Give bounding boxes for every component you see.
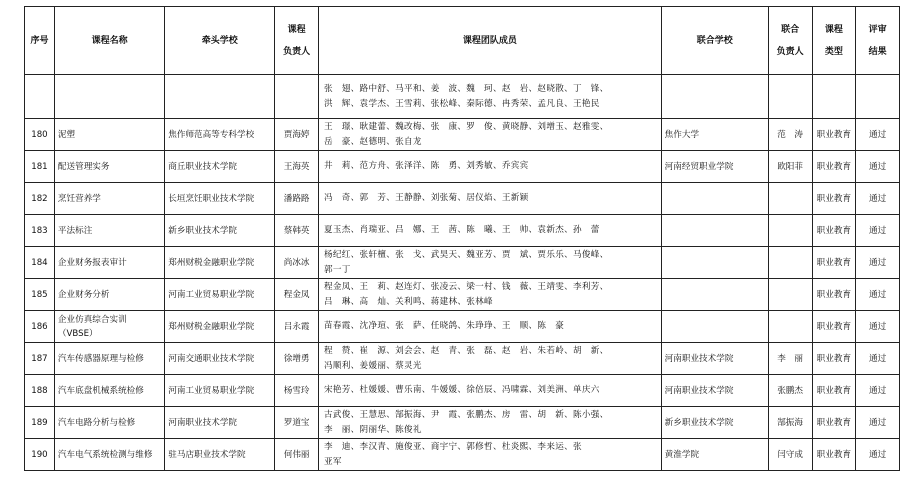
table-row [25,439,900,471]
row-course-type: 职业教育 [812,247,856,279]
row-leader: 蔡韩英 [275,215,319,247]
header-course-name: 课程名称 [54,7,164,75]
team-member-line: 冯 奇、郭 芳、王静静、刘张菊、居仪焰、王新颖 [323,193,529,203]
team-member-line: 苗春霞、沈净瑄、张 萨、任晓鸽、朱琤琤、王 顺、陈 豪 [323,321,565,331]
row-seq: 188 [25,375,55,407]
team-member-line: 夏玉杰、肖瑞亚、吕 娜、王 茜、陈 曦、王 帅、袁新杰、孙 蕾 [323,225,600,235]
header-team: 课程团队成员 [318,7,661,75]
row-leader: 杨雪玲 [275,375,319,407]
table-row [25,151,900,183]
table-row [25,183,900,215]
team-member-line: 李 迪、李汉青、施俊亚、商宇宁、郭修哲、杜炎熙、李来运、张 [323,441,582,452]
row-seq: 183 [25,215,55,247]
row-result: 通过 [856,183,900,215]
row-leader: 罗道宝 [275,407,319,439]
row-lead-school: 新乡职业技术学院 [165,215,275,247]
row-course-type: 职业教育 [812,343,856,375]
row-partner-leader [768,311,812,343]
row-course-type: 职业教育 [812,279,856,311]
row-course-name: 汽车底盘机械系统检修 [54,375,164,407]
row-team-members [318,439,661,471]
row-result: 通过 [856,375,900,407]
table-row [25,279,900,311]
table-row [25,311,900,343]
row-seq: 187 [25,343,55,375]
team-member-line: 宋艳芳、杜媛媛、曹乐南、牛媛媛、徐倍辰、冯啸霖、刘美洲、单庆六 [323,385,600,395]
row-team-members [318,151,661,183]
row-lead-school: 河南工业贸易职业学院 [165,279,275,311]
row-course-type: 职业教育 [812,183,856,215]
row-result: 通过 [856,311,900,343]
row-result: 通过 [856,279,900,311]
course-table [24,6,900,471]
row-seq: 184 [25,247,55,279]
row-lead-school: 驻马店职业技术学院 [165,439,275,471]
row-seq: 185 [25,279,55,311]
team-member-line: 古武俊、王慧思、郜振海、尹 霞、张鹏杰、房 雷、胡 新、陈小强、 [323,409,609,420]
row-course-type: 职业教育 [812,407,856,439]
row-lead-school: 商丘职业技术学院 [165,151,275,183]
row-team-members [318,375,661,407]
row-course-type: 职业教育 [812,311,856,343]
row-team-members [318,407,661,439]
team-member-line: 亚军 [323,456,342,467]
header-type: 课程 类型 [812,7,856,75]
row-course-type: 职业教育 [812,439,856,471]
row-leader: 贾海婷 [275,119,319,151]
row-course-name: 汽车电路分析与检修 [54,407,164,439]
header-partner-leader: 联合 负责人 [768,7,812,75]
team-member-line: 程 赞、崔 源、刘会会、赵 青、张 磊、赵 岩、朱若岭、胡 新、 [323,345,609,356]
row-course-type: 职业教育 [812,151,856,183]
row-leader: 吕永霞 [275,311,319,343]
row-partner-school [661,247,768,279]
team-member-line: 郭一丁 [323,264,351,275]
row-result: 通过 [856,247,900,279]
row-lead-school: 河南职业技术学院 [165,407,275,439]
row-course-name: 企业财务分析 [54,279,164,311]
row-course-name: 烹饪营养学 [54,183,164,215]
row-leader: 尚冰冰 [275,247,319,279]
row-result: 通过 [856,439,900,471]
continuation-row [25,75,900,119]
row-course-name: 企业仿真综合实训（VBSE） [54,311,164,343]
row-partner-school [661,215,768,247]
row-partner-leader: 欧阳菲 [768,151,812,183]
row-lead-school: 河南工业贸易职业学院 [165,375,275,407]
row-lead-school: 郑州财税金融职业学院 [165,311,275,343]
header-partner-school: 联合学校 [661,7,768,75]
row-result: 通过 [856,119,900,151]
header-lead-school: 牵头学校 [165,7,275,75]
row-partner-school: 焦作大学 [661,119,768,151]
row-result: 通过 [856,215,900,247]
team-member-line: 杨纪红、张轩檀、张 戈、武昊天、魏亚芳、贾 斌、贾乐乐、马俊峰、 [323,249,609,260]
row-result: 通过 [856,343,900,375]
header-seq: 序号 [25,7,55,75]
row-leader: 王海英 [275,151,319,183]
team-member-line: 冯顺利、姜媛丽、蔡灵光 [323,360,422,371]
header-row [25,7,900,75]
table-row [25,247,900,279]
row-partner-leader: 范 涛 [768,119,812,151]
row-team-members [318,343,661,375]
row-course-name: 汽车传感器原理与检修 [54,343,164,375]
row-leader: 何伟丽 [275,439,319,471]
row-seq: 190 [25,439,55,471]
row-partner-leader: 张鹏杰 [768,375,812,407]
row-partner-leader [768,183,812,215]
row-seq: 182 [25,183,55,215]
row-partner-school [661,183,768,215]
row-partner-school: 黄淮学院 [661,439,768,471]
row-partner-school [661,279,768,311]
row-leader: 潘路路 [275,183,319,215]
row-course-name: 泥塑 [54,119,164,151]
row-course-name: 企业财务报表审计 [54,247,164,279]
row-lead-school: 郑州财税金融职业学院 [165,247,275,279]
row-partner-leader [768,247,812,279]
row-partner-leader: 李 丽 [768,343,812,375]
table-row [25,119,900,151]
row-seq: 189 [25,407,55,439]
header-result: 评审 结果 [856,7,900,75]
row-leader: 徐增勇 [275,343,319,375]
row-team-members [318,215,661,247]
table-row [25,375,900,407]
row-partner-leader: 闫守成 [768,439,812,471]
team-member-line: 程金凤、王 莉、赵连灯、张凌云、梁一村、钱 薇、王靖雯、李利芳、 [323,281,609,292]
table-row [25,407,900,439]
row-course-name: 汽车电气系统检测与维修 [54,439,164,471]
row-seq: 180 [25,119,55,151]
continuation-members: 张 翅、路中舒、马平和、姜 波、魏 珂、赵 岩、赵晓散、丁 锋、 洪 辉、袁学杰、王雪莉、张松峰、秦际德、冉秀荣、孟凡良、王艳民 [318,75,661,119]
row-partner-leader [768,215,812,247]
row-lead-school: 河南交通职业技术学院 [165,343,275,375]
team-member-line: 吕 琳、高 灿、关利鸣、蒋建林、张林峰 [323,296,493,307]
row-team-members [318,279,661,311]
row-team-members [318,247,661,279]
row-lead-school: 焦作师范高等专科学校 [165,119,275,151]
team-member-line: 井 莉、范方舟、张泽洋、陈 勇、刘秀敏、乔宾宾 [323,161,529,171]
team-member-line: 岳 豪、赵德明、张自龙 [323,136,422,147]
row-team-members [318,183,661,215]
row-partner-leader: 郜振海 [768,407,812,439]
table-row [25,343,900,375]
row-course-type: 职业教育 [812,119,856,151]
row-course-name: 配送管理实务 [54,151,164,183]
team-member-line: 李 丽、阴丽华、陈俊礼 [323,424,422,435]
row-partner-school: 新乡职业技术学院 [661,407,768,439]
row-partner-school: 河南经贸职业学院 [661,151,768,183]
row-team-members [318,119,661,151]
row-result: 通过 [856,151,900,183]
row-seq: 181 [25,151,55,183]
row-course-type: 职业教育 [812,215,856,247]
table-row [25,215,900,247]
row-course-name: 平法标注 [54,215,164,247]
team-member-line: 王 璟、耿建蕾、魏改梅、张 康、罗 俊、黄晓静、刘增玉、赵雅雯、 [323,121,609,132]
row-leader: 程金凤 [275,279,319,311]
row-result: 通过 [856,407,900,439]
row-partner-school: 河南职业技术学院 [661,375,768,407]
row-partner-school [661,311,768,343]
row-team-members [318,311,661,343]
row-partner-school: 河南职业技术学院 [661,343,768,375]
row-lead-school: 长垣烹饪职业技术学院 [165,183,275,215]
row-partner-leader [768,279,812,311]
row-seq: 186 [25,311,55,343]
header-leader: 课程 负责人 [275,7,319,75]
row-course-type: 职业教育 [812,375,856,407]
